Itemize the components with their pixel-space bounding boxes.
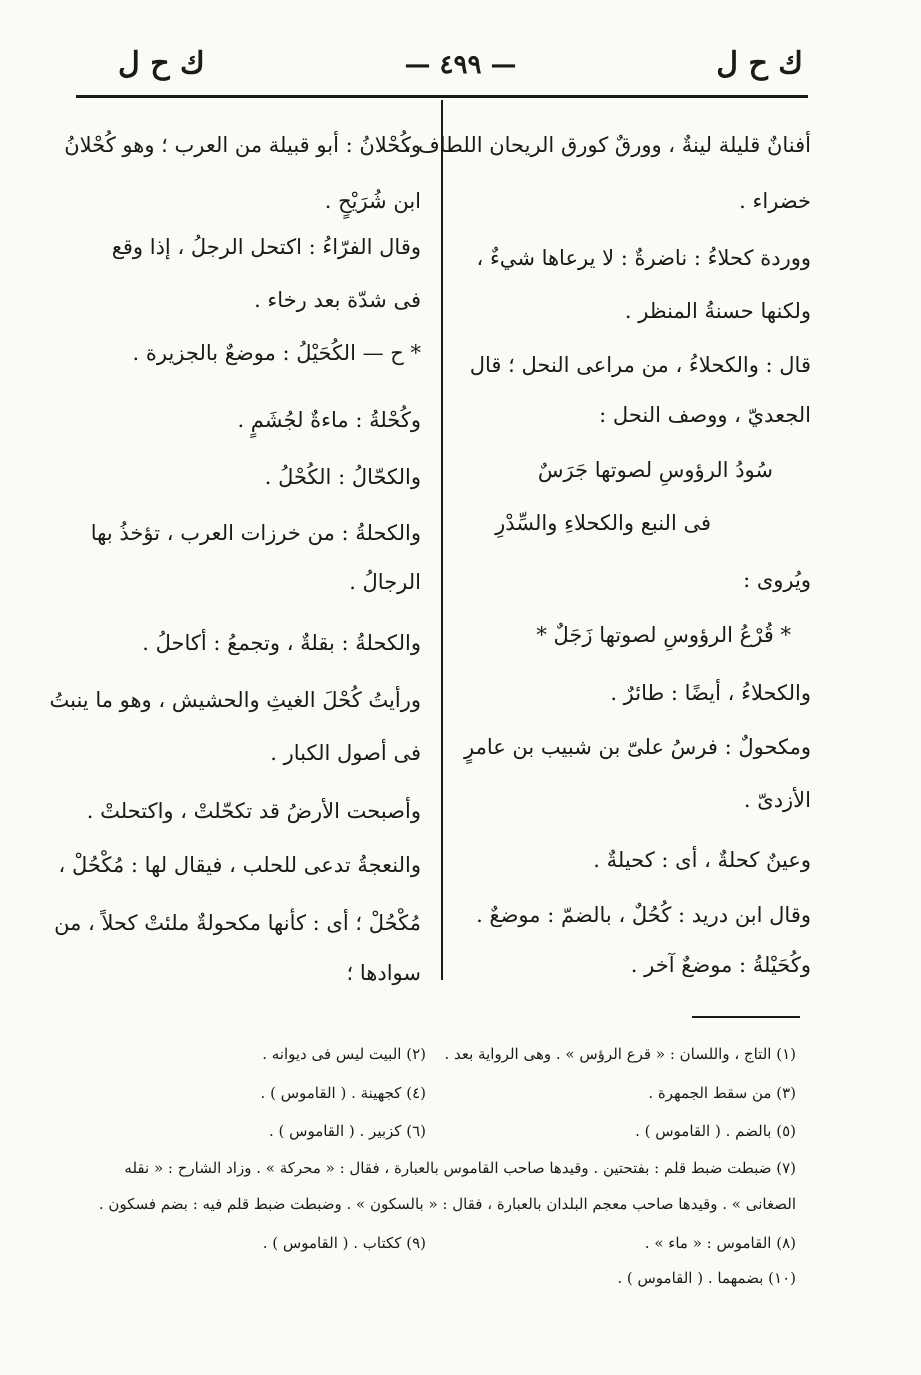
header-rule [76,95,808,98]
footnote-rule [692,1016,800,1018]
text-line: وكُحْلةُ : ماءةٌ لجُشَمٍ . [237,408,421,432]
footnote: الصغانى » . وقيدها صاحب معجم البلدان بالعبارة ، فقال : « بالسكون » . وضبطت ضبط قلم فيه : بضم فسكون . [98,1195,796,1213]
verse-line: * قُرْعُ الرؤوسِ لصوتها زَجَلٌ * [536,623,791,647]
text-line: وعينٌ كحلةٌ ، أى : كحيلةٌ . [593,848,811,872]
text-line: وقال ابن دريد : كُحُلٌ ، بالضمّ : موضعٌ . [476,903,811,927]
page-number: — ٤٩٩ — [404,50,517,80]
text-line: * ح — الكُحَيْلُ : موضعٌ بالجزيرة . [132,341,421,365]
text-line: مُكْحُلْ ؛ أى : كأنها مكحولةٌ ملئتْ كحلاً ، من [54,911,421,935]
text-line: وكُحْلانُ : أبو قبيلة من العرب ؛ وهو كُحْلانُ [64,133,421,157]
footnote: (٧) ضبطت ضبط قلم : بفتحتين . وقيدها صاحب القاموس بالعبارة ، فقال : « محركة » . وزاد الشارح : « نقله [124,1159,796,1177]
text-line: ولكنها حسنةُ المنظر . [624,299,811,323]
text-line: فى شدّة بعد رخاء . [254,288,421,312]
verse-line: سُودُ الرؤوسِ لصوتها جَرَسٌ [537,458,773,482]
text-line: ويُروى : [743,568,811,592]
footnote: (٦) كزبير . ( القاموس ) . [268,1122,426,1140]
verse-line: فى النبع والكحلاءِ والسِّدْرِ [495,511,711,535]
header-root-left: ك ح ل [118,46,205,81]
text-line: والنعجةُ تدعى للحلب ، فيقال لها : مُكْحُلْ ، [58,853,421,877]
footnote: (١٠) بضمهما . ( القاموس ) . [617,1269,796,1287]
text-line: قال : والكحلاءُ ، من مراعى النحل ؛ قال [469,353,811,377]
footnote: (١) التاج ، واللسان : « قرع الرؤس » . وهى الرواية بعد . [444,1045,796,1063]
text-line: فى أصول الكبار . [270,741,421,765]
text-line: أفنانٌ قليلة لينةٌ ، وورقٌ كورق الريحان اللطاف ، [404,133,811,157]
text-line: وقال الفرّاءُ : اكتحل الرجلُ ، إذا وقع [111,235,421,259]
text-line: سوادها ؛ [346,961,421,985]
footnote: (٣) من سقط الجمهرة . [648,1084,796,1102]
text-line: والكحلةُ : بقلةٌ ، وتجمعُ : أكاحلُ . [142,631,421,655]
text-line: ووردة كحلاءُ : ناضرةٌ : لا يرعاها شيءٌ ، [476,246,811,270]
footnote: (٩) ككتاب . ( القاموس ) . [262,1234,426,1252]
text-line: وكُحَيْلةُ : موضعٌ آخر . [630,953,811,977]
column-divider [441,100,443,980]
text-line: وأصبحت الأرضُ قد تكحّلتْ ، واكتحلتْ . [86,799,421,823]
text-line: الرجالُ . [349,570,421,594]
footnote: (٤) كجهينة . ( القاموس ) . [260,1084,426,1102]
text-line: والكحلاءُ ، أيضًا : طائرٌ . [610,681,811,705]
header-root-right: ك ح ل [716,46,803,81]
text-line: والكحلةُ : من خرزات العرب ، تؤخذُ بها [90,521,421,545]
text-line: الجعديّ ، ووصف النحل : [599,403,811,427]
text-line: والكحّالُ : الكُحْلُ . [264,465,421,489]
footnote: (٨) القاموس : « ماء » . [644,1234,796,1252]
text-line: الأزدىّ . [743,788,811,812]
text-line: ومكحولٌ : فرسُ علىّ بن شبيب بن عامرٍ [463,735,811,759]
footnote: (٥) بالضم . ( القاموس ) . [635,1122,796,1140]
text-line: ورأيتُ كُحْلَ الغيثِ والحشيش ، وهو ما ينبتُ [49,688,421,712]
footnote: (٢) البيت ليس فى ديوانه . [262,1045,426,1063]
text-line: خضراء . [739,189,811,213]
text-line: ابن شُرَيْحٍ . [324,189,421,213]
